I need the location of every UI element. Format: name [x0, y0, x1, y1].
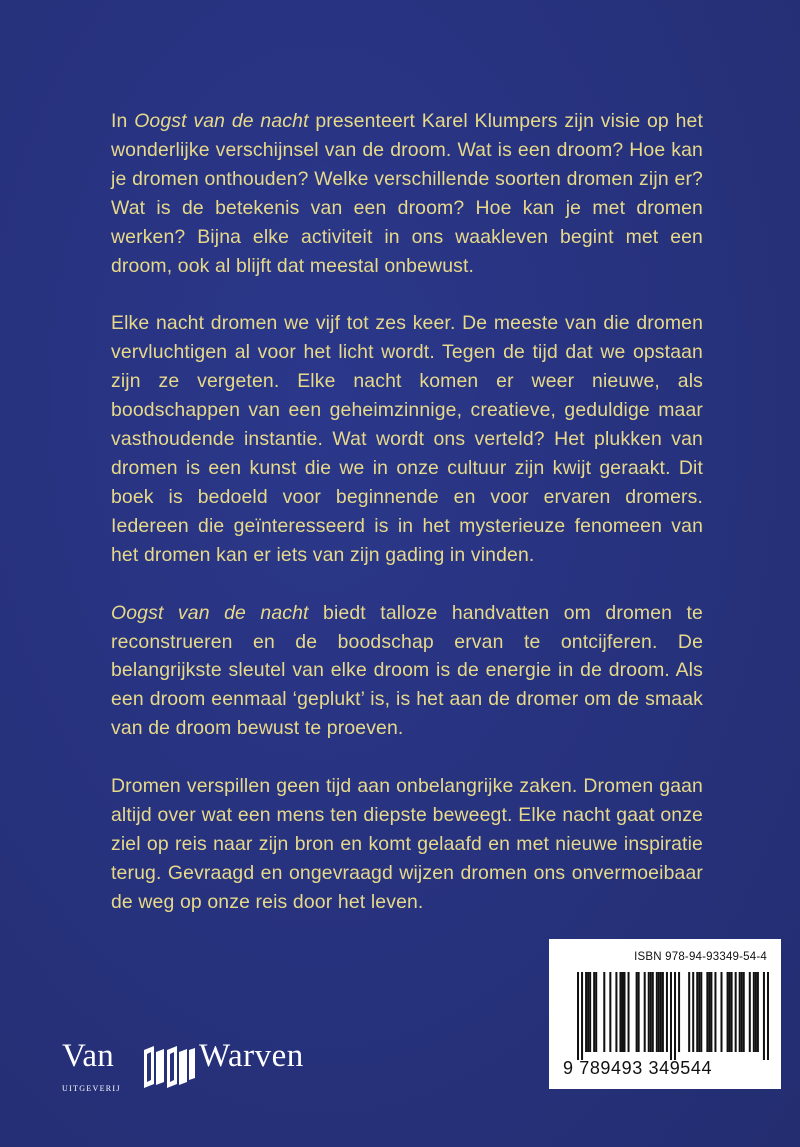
barcode-bar [609, 972, 611, 1052]
paragraph-text: biedt talloze handvatten om dromen te reconstrueren en de boodschap ervan te ontcijferen. De belangrijkste sleutel van elke droom is de energie in de droom. Als een droom eenmaal ‘geplukt’ is, is het aan de dromer om de smaak van de droom bewust te proeven. [111, 601, 703, 740]
barcode-bar [731, 972, 733, 1052]
blurb-paragraph-2 [111, 309, 703, 569]
barcode-bar [688, 972, 690, 1052]
barcode-bar [636, 972, 638, 1052]
barcode-bar [662, 972, 664, 1052]
barcode-bar [619, 972, 621, 1052]
barcode-bar [757, 972, 759, 1052]
barcode-bar [628, 972, 630, 1052]
barcode-bar [698, 972, 700, 1052]
barcode-bar [652, 972, 654, 1052]
book-stack-icon [140, 1044, 198, 1090]
barcode-bar [735, 972, 737, 1052]
publisher-name-van: Van [62, 1038, 114, 1074]
barcode-bar [589, 972, 591, 1052]
barcode-bar [648, 972, 650, 1052]
barcode-bar [581, 972, 583, 1060]
paragraph-text: Elke nacht dromen we vijf tot zes keer. De meeste van die dromen vervluchtigen al voor het licht wordt. Tegen de tijd dat we opstaan zijn ze vergeten. Elke nacht komen er weer nieuwe, als boodschappen van een geheimzinnige, creatieve, geduldige maar vasthoudende instantie. Wat wordt ons verteld? Het plukken van dromen is een kunst die we in onze cultuur zijn kwijt geraakt. Dit boek is bedoeld voor beginnende en voor ervaren dromers. Iedereen die geïnteresseerd is in het mysterieuze fenomeen van het dromen kan er iets van zijn gading in vinden. [111, 312, 703, 566]
barcode-bar [577, 972, 579, 1060]
barcode-bar [585, 972, 587, 1052]
barcode-bar [708, 972, 710, 1052]
barcode-bars [577, 972, 769, 1060]
barcode-bar [743, 972, 745, 1052]
barcode-bar [767, 972, 769, 1060]
barcode-bar [714, 972, 716, 1052]
barcode-bar [621, 972, 623, 1052]
barcode-bar [763, 972, 765, 1060]
barcode-bar [727, 972, 729, 1052]
isbn-label: ISBN 978-94-93349-54-4 [634, 951, 767, 963]
blurb-paragraph-4 [111, 772, 703, 917]
barcode-bar [666, 972, 668, 1052]
barcode-bar [638, 972, 640, 1052]
blurb-paragraph-3 [111, 599, 703, 744]
barcode-bar [615, 972, 617, 1052]
paragraph-text: In [111, 110, 135, 132]
barcode-bar [753, 972, 755, 1052]
barcode-bar [623, 972, 625, 1052]
publisher-name-warven: Warven [199, 1038, 304, 1074]
barcode-bar [729, 972, 731, 1052]
barcode-digits: 9 789493 349544 [563, 1058, 713, 1078]
barcode-bar [603, 972, 605, 1052]
publisher-logo [62, 1036, 342, 1106]
barcode-bar [595, 972, 597, 1052]
barcode-bar [710, 972, 712, 1052]
publisher-subtitle: UITGEVERIJ [62, 1084, 121, 1093]
barcode-bar [644, 972, 646, 1052]
barcode-bar [656, 972, 658, 1052]
barcode-bar [692, 972, 694, 1052]
barcode-bar [749, 972, 751, 1052]
barcode-bar [674, 972, 676, 1060]
barcode-bar [739, 972, 741, 1052]
paragraph-text: Dromen verspillen geen tijd aan onbelangrijke zaken. Dromen gaan altijd over wat een mens ten diepste beweegt. Elke nacht gaat onze ziel op reis naar zijn bron en komt gelaafd en met nieuwe inspiratie terug. Gevraagd en ongevraagd wijzen dromen ons onvermoeibaar de weg op onze reis door het leven. [111, 775, 703, 913]
blurb-text [111, 107, 703, 946]
barcode-bar [587, 972, 589, 1052]
isbn-barcode [549, 939, 781, 1089]
book-title-italic: Oogst van de nacht [134, 110, 309, 132]
blurb-paragraph-1 [111, 107, 703, 280]
barcode-bar [650, 972, 652, 1052]
barcode-bar [706, 972, 708, 1052]
barcode-bar [755, 972, 757, 1052]
barcode-bar [660, 972, 662, 1052]
barcode-bar [593, 972, 595, 1052]
barcode-bar [678, 972, 680, 1052]
barcode-bar [658, 972, 660, 1052]
barcode-bar [670, 972, 672, 1060]
barcode-bar [700, 972, 702, 1052]
barcode-bar [741, 972, 743, 1052]
paragraph-text: presenteert Karel Klumpers zijn visie op het wonderlijke verschijnsel van de droom. Wat is een droom? Hoe kan je dromen onthouden? Welke verschillende soorten dromen zijn er? Wat is de betekenis van een droom? Hoe kan je met dromen werken? Bijna elke activiteit in ons waakleven begint met een droom, ook al blijft dat meestal onbewust. [111, 110, 703, 277]
barcode-bar [720, 972, 722, 1052]
book-title-italic: Oogst van de nacht [111, 601, 309, 624]
barcode-bar [696, 972, 698, 1052]
